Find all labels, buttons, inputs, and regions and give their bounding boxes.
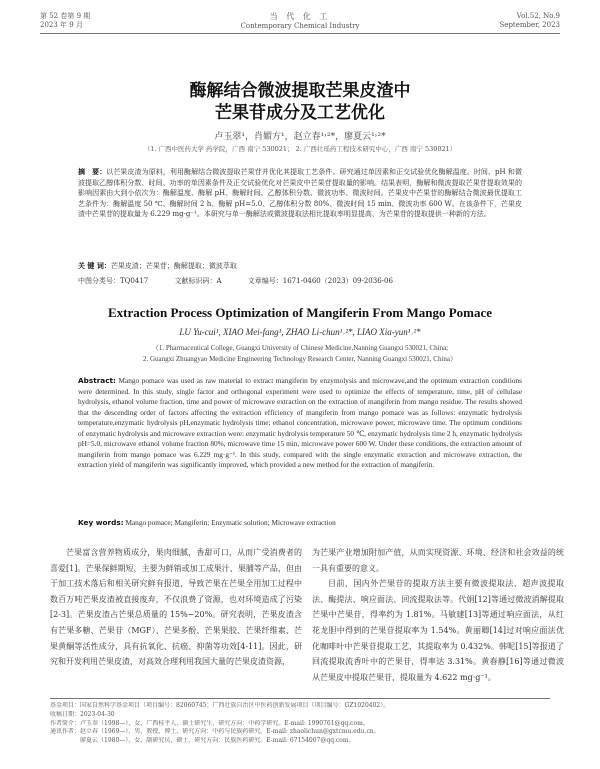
body-column-right — [312, 545, 564, 685]
title-line-2: 芒果苷成分及工艺优化 — [215, 103, 385, 123]
header-right — [500, 12, 560, 30]
header-rule — [40, 33, 560, 34]
clc-number: 中图分类号：TQ0417 — [78, 277, 149, 285]
footnotes — [50, 702, 550, 746]
footnote-corresponding-2: 廖夏云（1980—），女，副研究员，硕士，研究方向：民族医药研究。E-mail: 67154007@qq.com。 — [50, 737, 355, 745]
keywords-en — [78, 518, 522, 527]
abstract-en-label: Abstract: — [78, 376, 116, 385]
affiliation-en — [0, 343, 600, 365]
journal-name-en: Contemporary Chemical Industry — [240, 22, 360, 30]
keywords-en-text: Mango pomace; Mangiferin; Enzymatic solution; Microwave extraction — [125, 518, 336, 527]
volume-issue-en: Vol.52, No.9 — [516, 12, 560, 20]
abstract-cn-text: 以芒果皮渣为原料，利用酶解结合微波提取芒果苷并优化其提取工艺条件。研究通过单因素和正交试验优化酶解温度、时间、pH 和微波提取乙醇体积分数、时间、功率的单因素条件及正交试验优化对芒果皮中芒果苷提取量的影响。结果表明，酶解和微波提取芒果苷提取效果的影响因素由大到小依次为：酶解温度、酶解 pH、酶解时间、乙醇体积分数、微波功率、微波时间。芒果皮中芒果苷的酶解结合微波最优提取工艺条件为：酶解温度 50 ℃、酶解时间 2 h、酶解 pH=5.0、乙醇体积分数 80%、微波时间 15 min、微波功率 600 W。在该条件下，芒果皮渣中芒果苷的提取量为 6.229 mg·g⁻¹。本研究与单一酶解法或微波提取法相比提取率明显提高，为芒果苷的提取提供一种新的方法。 — [78, 168, 523, 218]
journal-name-cn: 当 代 化 工 — [269, 12, 331, 21]
paper-title-en: Extraction Process Optimization of Mangiferin From Mango Pomace — [107, 305, 493, 320]
doc-code: 文献标识码：A — [174, 277, 222, 285]
footnote-corresponding-1: 通讯作者：赵立春（1969—），男，教授，博士，研究方向：中药与民族药研究。E-mail: zhaolichun@gxtcmu.edu.cn。 — [50, 728, 380, 736]
body-paragraph: 芒果富含营养物质成分，果肉细腻，香甜可口，从而广受消费者的喜爱[1]。芒果保鲜期短，主要为鲜销或加工成果汁、果脯等产品，但由于加工技术落后和相关研究鲜有报道，导致芒果在芒果全用加工过程中数百万吨芒果皮渣被直接废弃，不仅浪费了资源，也对环境造成了污染[2-3]。芒果皮渣占芒果总质量的 15%~20%。研究表明，芒果皮渣含有芒果多糖、芒果苷（MGF）、芒果多酚、芒果果胶、芒果纤维素、芒果黄酮等活性成分，具有抗氧化、抗癌、抑菌等功效[4-11]。因此，研究和开发利用芒果皮渣，对高效合理利用我国大量的芒果皮渣资源， — [50, 548, 302, 667]
affiliation-en-1: （1. Pharmaceutical College, Guangxi University of Chinese Medicine,Nanning Guangxi 530021, China; — [151, 344, 449, 352]
authors-en: LU Yu-cui¹, XIAO Mei-fang¹, ZHAO Li-chun¹˒²*, LIAO Xia-yun¹˒²* — [179, 327, 421, 337]
body-column-left — [50, 545, 302, 670]
keywords-cn — [78, 261, 522, 271]
affiliation-en-2: 2. Guangxi Zhuangyao Medicine Engineering Technology Research Center, Nanning Guangxi 530021, China） — [142, 355, 458, 363]
footnote-author-bio: 作者简介：卢玉翠（1998—），女，广西桂平人，硕士研究生，研究方向：中药学研究。E-mail: 1990761@qq.com。 — [50, 719, 369, 727]
footnote-rule — [50, 698, 550, 699]
volume-issue: 第 52 卷第 9 期 — [40, 12, 91, 20]
keywords-cn-text: 芒果皮渣；芒果苷；酶解提取；微波萃取 — [110, 262, 237, 270]
classification-line — [78, 276, 522, 286]
body-paragraph: 目前，国内外芒果苷的提取方法主要有微波提取法、超声波提取法、酶提法、响应面法、回流提取法等。代娟[12]等通过微波消解提取芒果中芒果苷，得率约为 1.81%。马敏建[13]等通过响应面法，从红花龙胆中得到的芒果苷提取率为 1.54%。黄丽卿[14]过对响应面法优化咖啡叶中芒果苷提取工艺，其提取率为 0.432%。韩呢[15]等报道了回流提取流香叶中的芒果苷，得率达 3.31%。黄春静[16]等通过微波从芒果皮中提取芒果苷，提取量为 4.622 mg·g⁻¹。 — [312, 579, 564, 682]
abstract-cn-label: 摘 要： — [78, 168, 107, 176]
paper-title-cn — [0, 80, 600, 124]
article-id: 文章编号：1671-0460（2023）09-2036-06 — [247, 277, 393, 285]
pub-date-cn: 2023 年 9 月 — [40, 21, 83, 29]
pub-date-en: September, 2023 — [499, 21, 560, 29]
abstract-cn — [78, 167, 522, 220]
affiliation-cn: （1. 广西中医药大学 药学院，广西 南宁 530021； 2. 广西壮瑶药工程技术研究中心，广西 南宁 530021） — [143, 145, 457, 153]
keywords-cn-label: 关 键 词： — [78, 262, 111, 270]
keywords-en-label: Key words: — [78, 518, 124, 527]
authors-cn: 卢玉翠¹，肖媚方¹，赵立春¹˒²*，廖夏云¹˒²* — [214, 132, 386, 142]
abstract-en-text: Mango pomace was used as raw material to extract mangiferin by enzymolysis and microwave,and the optimum extraction conditions were determined. In this study, single factor and orthogonal experiment were used to optimize the effects of temperature, time, pH of cellulase hydrolysis, ethanol volume fraction, time and power of microwave extraction on the extraction of mangiferin from mango residue. The results showed that the descending order of factors affecting the extraction efficiency of mangiferin from mango pomace was as follows: enzymatic hydrolysis temperature,enzymatic hydrolysis pH,enzymatic hydrolysis time; ethanol concentration, microwave power, microwave time. The optimum conditions of enzymatic hydrolysis and microwave extraction were: enzymatic hydrolysis temperature 50 ℃, enzymatic hydrolysis time 2 h, enzymatic hydrolysis pH=5.0, microwave ethanol volume fraction 80%, microwave time 15 min, microwave power 600 W. Under these conditions, the extraction amount of mangiferin from mango pomace was 6.229 mg·g⁻¹. In this study, compared with the single enzymatic extraction and microwave extraction, the extraction yield of mangiferin was significantly improved, which provided a new method for the extraction of mangiferin. — [78, 376, 522, 469]
footnote-received: 收稿日期：2023-04-30 — [50, 710, 115, 718]
title-line-1: 酶解结合微波提取芒果皮渣中 — [189, 81, 411, 101]
body-paragraph: 为芒果产业增加附加产值，从而实现资源、环境、经济和社会效益的统一具有重要的意义。 — [312, 548, 564, 573]
footnote-funding: 基金项目：国家自然科学基金项目（项目编号：82060745；广西壮族自治区中医药创新发展项目（项目编号：GZ1020402）。 — [50, 702, 390, 709]
abstract-en — [78, 376, 522, 471]
